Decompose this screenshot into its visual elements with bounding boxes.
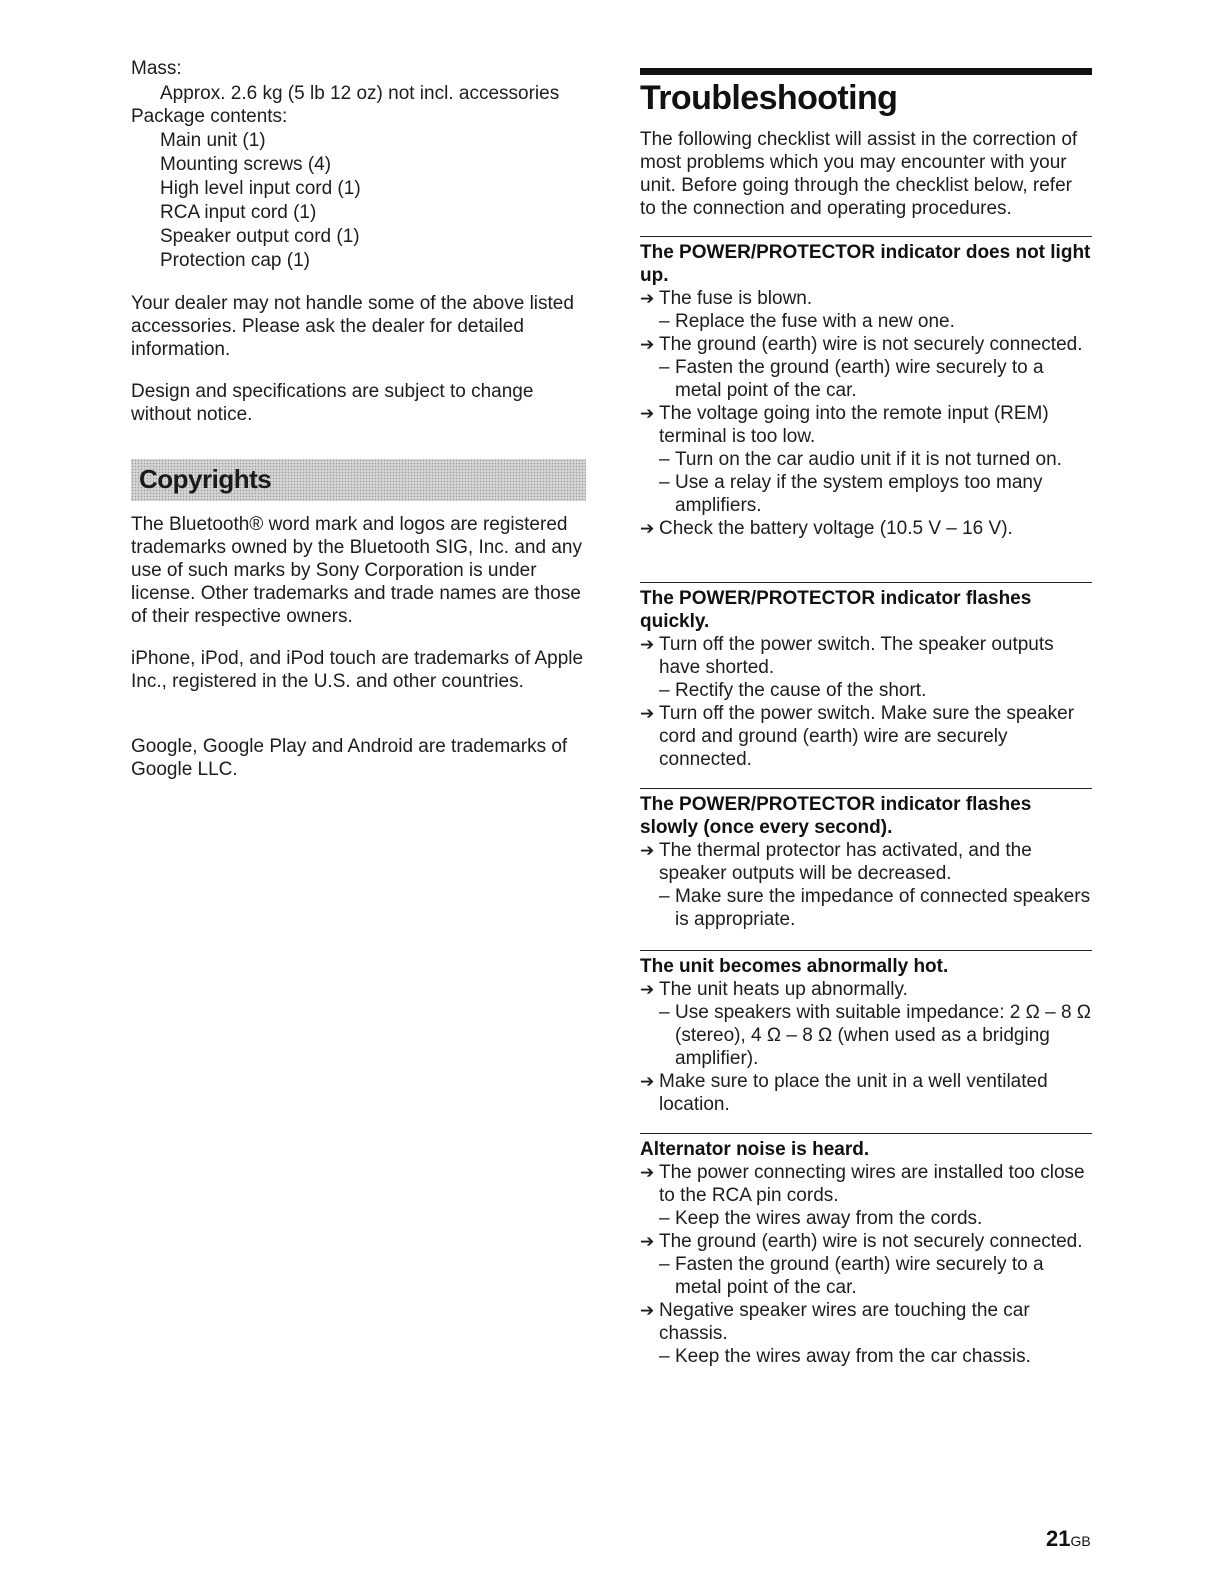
arrow-icon: ➔ [640, 1301, 655, 1320]
cause-text: Check the battery voltage (10.5 V – 16 V). [659, 518, 1013, 539]
cause-text: Turn off the power switch. The speaker outputs have shorted. [659, 634, 1054, 678]
mass-label: Mass: [131, 58, 182, 79]
mass-value: Approx. 2.6 kg (5 lb 12 oz) not incl. accessories [160, 83, 560, 104]
remedy-text: Fasten the ground (earth) wire securely to a metal point of the car. [675, 1254, 1044, 1298]
package-item: Main unit (1) [160, 130, 266, 151]
remedy-text: Make sure the impedance of connected speakers is appropriate. [675, 886, 1091, 930]
remedy-item [640, 885, 1092, 931]
trouble-section [640, 950, 1092, 1116]
troubleshooting-intro: The following checklist will assist in the correction of most problems which you may encounter with your unit. Before going through the checklist below, refer to the connection and operating procedures. [640, 129, 1078, 219]
trouble-section [640, 788, 1092, 931]
dash-icon: – [659, 680, 670, 701]
package-item: RCA input cord (1) [160, 202, 317, 223]
section-title: Alternator noise is heard. [640, 1139, 870, 1160]
cause-text: The ground (earth) wire is not securely connected. [659, 1231, 1083, 1252]
cause-item [640, 978, 1092, 1001]
copyright-paragraph: iPhone, iPod, and iPod touch are trademarks of Apple Inc., registered in the U.S. and other countries. [131, 648, 584, 692]
section-title: The unit becomes abnormally hot. [640, 956, 949, 977]
cause-text: The voltage going into the remote input (REM) terminal is too low. [659, 403, 1049, 447]
cause-item [640, 402, 1092, 448]
remedy-text: Keep the wires away from the car chassis. [675, 1346, 1031, 1367]
remedy-item [640, 310, 1092, 333]
dash-icon: – [659, 311, 670, 332]
section-title: The POWER/PROTECTOR indicator flashes quickly. [640, 588, 1032, 632]
arrow-icon: ➔ [640, 980, 655, 999]
dash-icon: – [659, 472, 670, 493]
arrow-icon: ➔ [640, 519, 655, 538]
cause-text: Turn off the power switch. Make sure the speaker cord and ground (earth) wire are securely connected. [659, 703, 1075, 770]
cause-text: The fuse is blown. [659, 288, 813, 309]
package-item: High level input cord (1) [160, 178, 361, 199]
remedy-item [640, 679, 1092, 702]
arrow-icon: ➔ [640, 289, 655, 308]
trouble-section [640, 1133, 1092, 1368]
cause-item [640, 1299, 1092, 1345]
dash-icon: – [659, 1002, 670, 1023]
arrow-icon: ➔ [640, 1163, 655, 1182]
package-item: Mounting screws (4) [160, 154, 332, 175]
remedy-item [640, 1253, 1092, 1299]
page-number-suffix: GB [1070, 1533, 1091, 1549]
heading-rule [640, 68, 1092, 75]
remedy-text: Use a relay if the system employs too many amplifiers. [675, 472, 1043, 516]
cause-text: The thermal protector has activated, and the speaker outputs will be decreased. [659, 840, 1032, 884]
copyright-paragraph: The Bluetooth® word mark and logos are registered trademarks owned by the Bluetooth SIG, Inc. and any use of such marks by Sony Corporation is under license. Other trademarks and trade names are those of their respective owners. [131, 514, 582, 627]
cause-text: The ground (earth) wire is not securely connected. [659, 334, 1083, 355]
design-note: Design and specifications are subject to change without notice. [131, 381, 534, 425]
copyrights-heading-bar [131, 459, 586, 501]
dash-icon: – [659, 1254, 670, 1275]
remedy-text: Replace the fuse with a new one. [675, 311, 955, 332]
cause-item [640, 633, 1092, 679]
remedy-item [640, 1345, 1092, 1368]
package-item: Speaker output cord (1) [160, 226, 360, 247]
cause-item [640, 839, 1092, 885]
arrow-icon: ➔ [640, 1072, 655, 1091]
copyright-paragraph: Google, Google Play and Android are trademarks of Google LLC. [131, 736, 568, 780]
arrow-icon: ➔ [640, 1232, 655, 1251]
cause-item [640, 1161, 1092, 1207]
dealer-note: Your dealer may not handle some of the above listed accessories. Please ask the dealer for detailed information. [131, 293, 574, 360]
section-title: The POWER/PROTECTOR indicator does not light up. [640, 242, 1091, 286]
cause-item [640, 1070, 1092, 1116]
dash-icon: – [659, 1346, 670, 1367]
arrow-icon: ➔ [640, 404, 655, 423]
package-label: Package contents: [131, 106, 288, 127]
remedy-item [640, 356, 1092, 402]
cause-item [640, 287, 1092, 310]
remedy-item [640, 1207, 1092, 1230]
cause-text: Make sure to place the unit in a well ventilated location. [659, 1071, 1048, 1115]
arrow-icon: ➔ [640, 335, 655, 354]
dash-icon: – [659, 1208, 670, 1229]
dash-icon: – [659, 886, 670, 907]
dash-icon: – [659, 449, 670, 470]
arrow-icon: ➔ [640, 635, 655, 654]
remedy-item [640, 471, 1092, 517]
remedy-text: Keep the wires away from the cords. [675, 1208, 983, 1229]
page-title: Troubleshooting [640, 79, 898, 117]
remedy-item [640, 448, 1092, 471]
cause-item [640, 1230, 1092, 1253]
package-item: Protection cap (1) [160, 250, 310, 271]
remedy-text: Turn on the car audio unit if it is not turned on. [675, 449, 1062, 470]
cause-item [640, 517, 1092, 540]
trouble-section [640, 236, 1092, 540]
section-title: The POWER/PROTECTOR indicator flashes slowly (once every second). [640, 794, 1032, 838]
remedy-item [640, 1001, 1092, 1070]
cause-item [640, 702, 1092, 771]
trouble-section [640, 582, 1092, 771]
arrow-icon: ➔ [640, 841, 655, 860]
remedy-text: Rectify the cause of the short. [675, 680, 927, 701]
cause-text: Negative speaker wires are touching the car chassis. [659, 1300, 1030, 1344]
cause-text: The power connecting wires are installed too close to the RCA pin cords. [659, 1162, 1085, 1206]
page-number-value: 21 [1046, 1526, 1071, 1551]
cause-text: The unit heats up abnormally. [659, 979, 908, 1000]
remedy-text: Fasten the ground (earth) wire securely to a metal point of the car. [675, 357, 1044, 401]
cause-item [640, 333, 1092, 356]
copyrights-title: Copyrights [139, 464, 272, 494]
page-number [1046, 1526, 1091, 1552]
arrow-icon: ➔ [640, 704, 655, 723]
dash-icon: – [659, 357, 670, 378]
remedy-text: Use speakers with suitable impedance: 2 Ω – 8 Ω (stereo), 4 Ω – 8 Ω (when used as a bridging amplifier). [675, 1002, 1092, 1069]
